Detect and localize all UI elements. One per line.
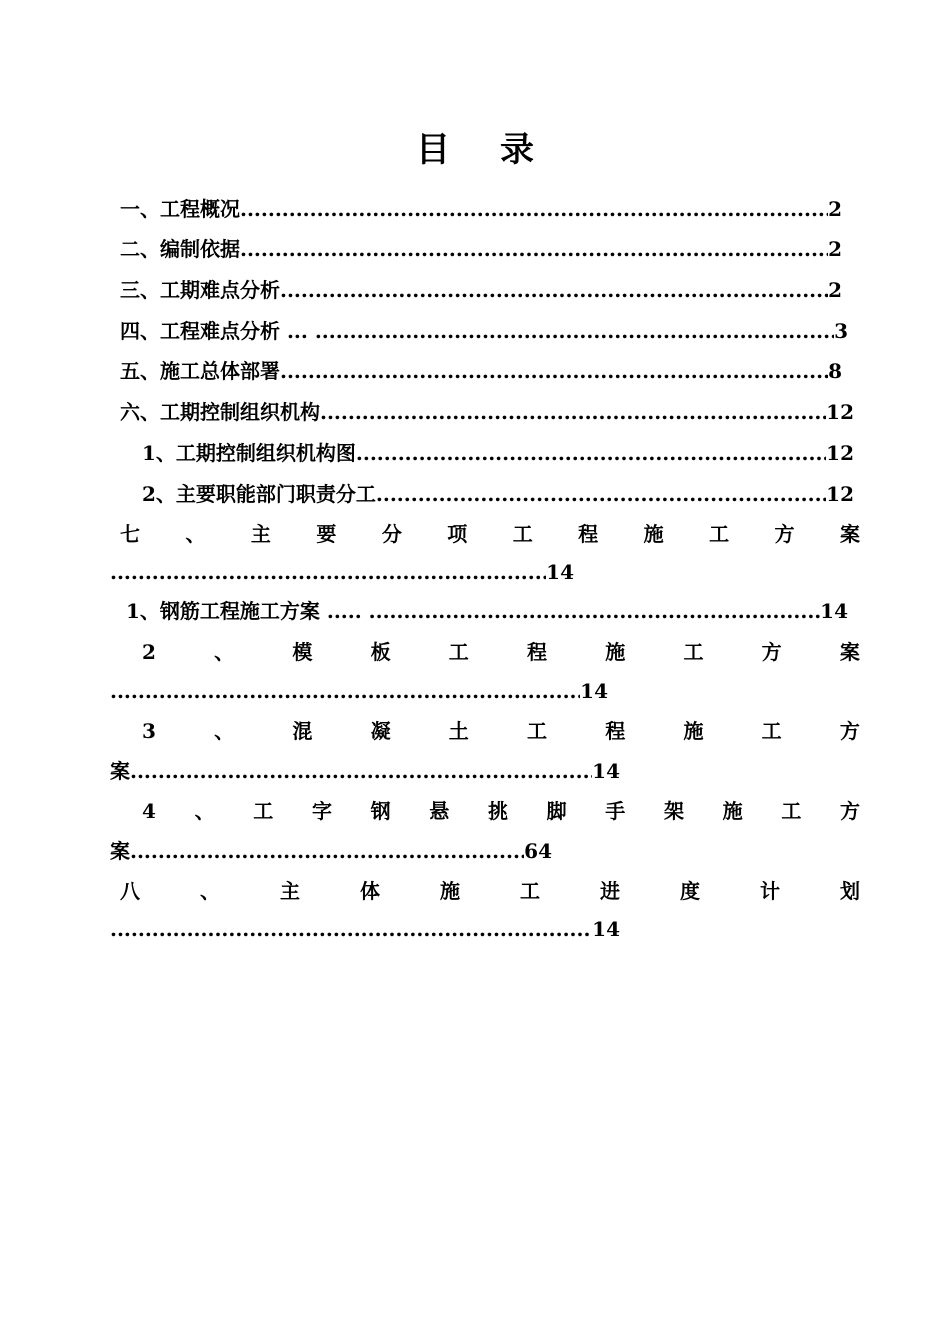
toc-char: 挑 xyxy=(487,799,508,823)
toc-char: 混 xyxy=(292,719,313,743)
toc-char: 工 xyxy=(512,522,533,546)
toc-char: 进 xyxy=(600,879,620,903)
toc-entry-label: 六、工期控制组织机构 xyxy=(120,400,320,424)
toc-char: 字 xyxy=(311,799,332,823)
toc-entry-page: 2 xyxy=(828,237,842,261)
toc-char: 悬 xyxy=(429,799,450,823)
toc-char: 3 xyxy=(142,719,156,743)
toc-entry-label: 一、工程概况 xyxy=(120,197,240,221)
toc-entry-6-2[interactable] xyxy=(142,479,854,509)
toc-char: 七 xyxy=(120,522,140,546)
toc-leader-dots xyxy=(130,756,592,786)
toc-leader-dots xyxy=(376,479,826,509)
toc-char: 方 xyxy=(774,522,795,546)
toc-entry-label: 1、钢筋工程施工方案 ..... xyxy=(126,599,369,623)
toc-char: 凝 xyxy=(370,719,391,743)
toc-char: 体 xyxy=(360,879,380,903)
toc-leader-dots xyxy=(320,397,826,427)
toc-entry-page: 14 xyxy=(546,560,574,584)
toc-entry-page: 14 xyxy=(580,679,608,703)
toc-char: 案 xyxy=(839,522,860,546)
toc-char: 模 xyxy=(292,640,313,664)
toc-leader-dots xyxy=(280,275,828,305)
toc-leader-dots xyxy=(315,316,834,346)
toc-entry-label: 1、工期控制组织机构图 xyxy=(142,441,356,465)
toc-char: 程 xyxy=(578,522,599,546)
toc-char: 项 xyxy=(447,522,468,546)
toc-entry-7-2-line2[interactable] xyxy=(110,676,608,706)
toc-leader-dots xyxy=(240,194,828,224)
toc-char: 施 xyxy=(440,879,460,903)
toc-char: 工 xyxy=(448,640,469,664)
toc-entry-7-2-line1[interactable] xyxy=(142,637,860,667)
toc-char: 主 xyxy=(250,522,271,546)
toc-entry-page: 14 xyxy=(592,917,620,941)
toc-char: 架 xyxy=(663,799,684,823)
toc-char: 要 xyxy=(316,522,337,546)
toc-char: 方 xyxy=(761,640,782,664)
toc-char: 工 xyxy=(253,799,274,823)
toc-entry-page: 12 xyxy=(826,400,854,424)
toc-char: 、 xyxy=(214,719,235,743)
toc-char: 计 xyxy=(760,879,780,903)
toc-char: 板 xyxy=(370,640,391,664)
toc-entry-7-3-line1[interactable] xyxy=(142,716,860,746)
toc-char: 主 xyxy=(280,879,300,903)
toc-entry-label: 三、工期难点分析 xyxy=(120,278,280,302)
toc-char: 土 xyxy=(448,719,469,743)
toc-char: 方 xyxy=(839,799,860,823)
toc-char: 工 xyxy=(527,719,548,743)
toc-entry-1[interactable] xyxy=(120,194,842,224)
toc-char: 程 xyxy=(605,719,626,743)
toc-char: 手 xyxy=(605,799,626,823)
toc-entry-page: 12 xyxy=(826,441,854,465)
toc-char: 施 xyxy=(643,522,664,546)
toc-char: 、 xyxy=(200,879,220,903)
toc-entry-5[interactable] xyxy=(120,356,842,386)
toc-title-char-1: 目 xyxy=(416,130,450,170)
toc-entry-7-4-line1[interactable] xyxy=(142,796,860,826)
toc-entry-page: 3 xyxy=(834,319,848,343)
toc-char: 分 xyxy=(381,522,402,546)
toc-char: 程 xyxy=(527,640,548,664)
toc-char: 工 xyxy=(709,522,730,546)
toc-char: 脚 xyxy=(546,799,567,823)
toc-char: 工 xyxy=(683,640,704,664)
toc-entry-7-3-line2[interactable] xyxy=(110,756,620,786)
toc-char: 划 xyxy=(840,879,860,903)
toc-leader-dots xyxy=(280,356,828,386)
toc-entry-page: 14 xyxy=(820,599,848,623)
toc-leader-dots xyxy=(240,234,828,264)
toc-char: 八 xyxy=(120,879,140,903)
toc-entry-4[interactable] xyxy=(120,316,848,346)
toc-entry-6[interactable] xyxy=(120,397,854,427)
toc-entry-label: 二、编制依据 xyxy=(120,237,240,261)
toc-entry-7-1[interactable] xyxy=(126,596,848,626)
toc-char: 度 xyxy=(680,879,700,903)
toc-entry-2[interactable] xyxy=(120,234,842,264)
toc-char: 2 xyxy=(142,640,156,664)
toc-entry-label: 2、主要职能部门职责分工 xyxy=(142,482,376,506)
toc-entry-7-4-line2[interactable] xyxy=(110,836,552,866)
toc-entry-8-line2[interactable] xyxy=(110,914,620,944)
toc-leader-dots xyxy=(130,836,524,866)
toc-entry-label: 案 xyxy=(110,759,130,783)
toc-char: 施 xyxy=(683,719,704,743)
toc-entry-label: 案 xyxy=(110,839,130,863)
toc-char: 4 xyxy=(142,799,156,823)
toc-char: 施 xyxy=(605,640,626,664)
toc-char: 钢 xyxy=(370,799,391,823)
toc-char: 施 xyxy=(722,799,743,823)
toc-leader-dots xyxy=(110,557,546,587)
toc-char: 工 xyxy=(761,719,782,743)
toc-title xyxy=(0,122,950,171)
toc-entry-label: 四、工程难点分析 ... xyxy=(120,319,315,343)
toc-leader-dots xyxy=(356,438,826,468)
toc-char: 方 xyxy=(839,719,860,743)
toc-entry-page: 64 xyxy=(524,839,552,863)
toc-entry-7-line2[interactable] xyxy=(110,557,574,587)
toc-entry-8-line1[interactable] xyxy=(120,876,860,906)
toc-leader-dots xyxy=(110,914,592,944)
toc-title-char-2: 录 xyxy=(500,130,534,170)
toc-entry-page: 2 xyxy=(828,197,842,221)
toc-entry-7-line1[interactable] xyxy=(120,519,860,549)
toc-entry-6-1[interactable] xyxy=(142,438,854,468)
toc-char: 、 xyxy=(194,799,215,823)
toc-char: 工 xyxy=(781,799,802,823)
toc-entry-label: 五、施工总体部署 xyxy=(120,359,280,383)
toc-entry-page: 2 xyxy=(828,278,842,302)
toc-entry-3[interactable] xyxy=(120,275,842,305)
toc-char: 案 xyxy=(839,640,860,664)
toc-leader-dots xyxy=(110,676,580,706)
toc-char: 、 xyxy=(214,640,235,664)
toc-entry-page: 8 xyxy=(828,359,842,383)
toc-entry-page: 14 xyxy=(592,759,620,783)
toc-entry-page: 12 xyxy=(826,482,854,506)
toc-leader-dots xyxy=(369,596,821,626)
toc-char: 、 xyxy=(185,522,206,546)
toc-char: 工 xyxy=(520,879,540,903)
